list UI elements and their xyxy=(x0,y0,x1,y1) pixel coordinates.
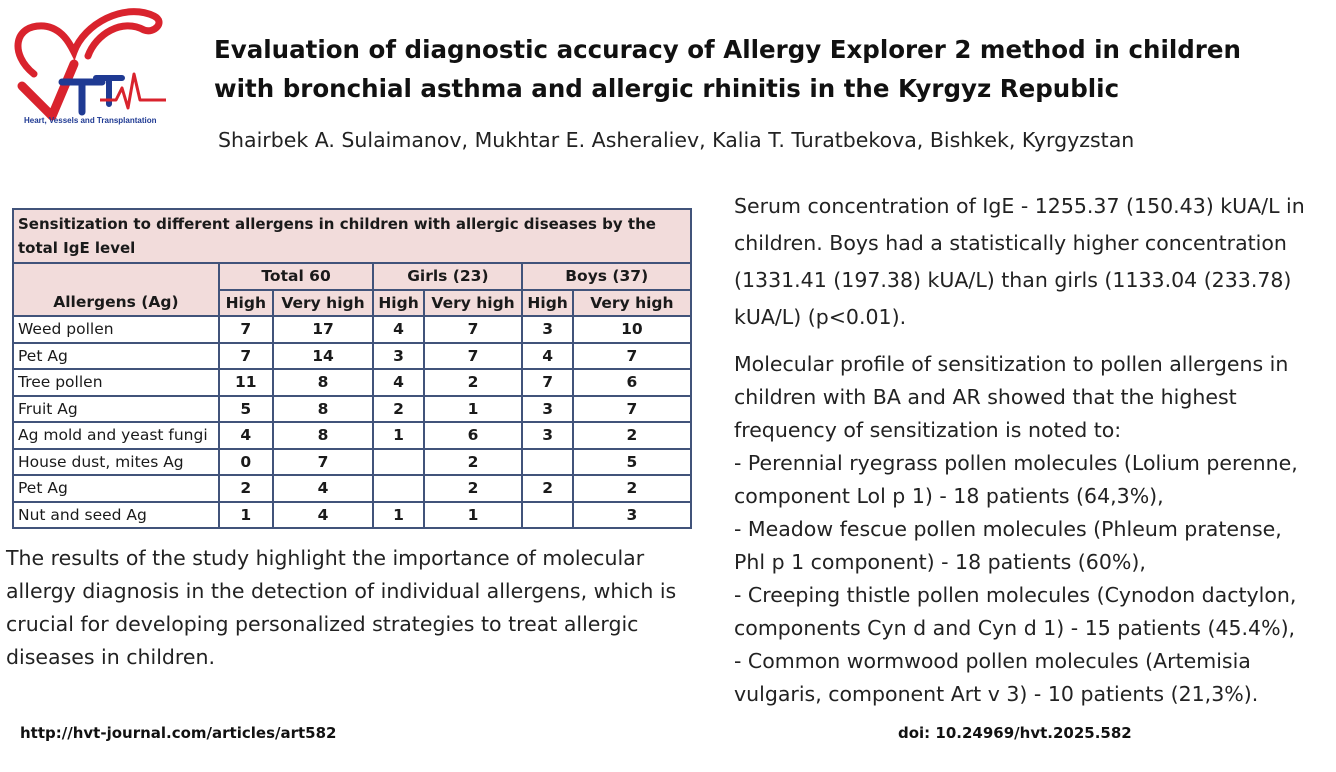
table-cell xyxy=(522,502,572,529)
logo-caption: Heart, Vessels and Transplantation xyxy=(24,116,157,125)
table-cell: 2 xyxy=(424,369,523,396)
table-cell: 7 xyxy=(424,316,523,343)
table-cell: 2 xyxy=(424,449,523,476)
title-line: with bronchial asthma and allergic rhinitis in the Kyrgyz Republic xyxy=(214,74,1120,103)
molecule-line: Phl p 1 component) - 18 patients (60%), xyxy=(734,550,1146,574)
table-cell: 17 xyxy=(273,316,374,343)
subheader: Very high xyxy=(273,290,374,317)
table-cell: 4 xyxy=(522,343,572,370)
table-cell: 5 xyxy=(219,396,273,423)
table-cell: 1 xyxy=(424,502,523,529)
subheader: Very high xyxy=(424,290,523,317)
row-header: Allergens (Ag) xyxy=(13,263,219,316)
molecule-line: - Common wormwood pollen molecules (Artemisia xyxy=(734,649,1251,673)
subheader: High xyxy=(373,290,423,317)
sensitization-table xyxy=(12,208,692,529)
table-cell: 11 xyxy=(219,369,273,396)
subheader: High xyxy=(219,290,273,317)
molecular-intro: Molecular profile of sensitization to pollen allergens in children with BA and AR showed that the highest frequency of sensitization is noted to: xyxy=(734,352,1289,442)
group-header: Total 60 xyxy=(219,263,374,290)
poster-title xyxy=(214,30,1314,108)
table-row xyxy=(13,449,691,476)
molecule-line: - Meadow fescue pollen molecules (Phleum pratense, xyxy=(734,517,1282,541)
molecule-line: components Cyn d and Cyn d 1) - 15 patients (45.4%), xyxy=(734,616,1296,640)
table-cell: 6 xyxy=(573,369,691,396)
table-cell: 4 xyxy=(373,369,423,396)
table-cell: 1 xyxy=(373,502,423,529)
table-cell: 0 xyxy=(219,449,273,476)
table-cell: 2 xyxy=(424,475,523,502)
allergen-name: Tree pollen xyxy=(13,369,219,396)
table-cell: 7 xyxy=(424,343,523,370)
journal-logo xyxy=(4,4,174,128)
table-cell: 7 xyxy=(219,343,273,370)
table-cell: 1 xyxy=(219,502,273,529)
table-cell: 3 xyxy=(573,502,691,529)
table-cell: 7 xyxy=(522,369,572,396)
table-cell: 1 xyxy=(373,422,423,449)
title-line: Evaluation of diagnostic accuracy of Allergy Explorer 2 method in children xyxy=(214,35,1241,64)
table-cell: 4 xyxy=(273,502,374,529)
table-cell: 5 xyxy=(573,449,691,476)
table-cell: 8 xyxy=(273,396,374,423)
table-cell: 2 xyxy=(373,396,423,423)
allergen-name: Ag mold and yeast fungi xyxy=(13,422,219,449)
table-row xyxy=(13,502,691,529)
molecule-line: - Perennial ryegrass pollen molecules (Lolium perenne, xyxy=(734,451,1298,475)
allergen-name: Fruit Ag xyxy=(13,396,219,423)
table-cell: 14 xyxy=(273,343,374,370)
table-row xyxy=(13,422,691,449)
table-cell: 2 xyxy=(522,475,572,502)
table-cell: 3 xyxy=(522,422,572,449)
allergen-name: Weed pollen xyxy=(13,316,219,343)
molecule-line: vulgaris, component Art v 3) - 10 patients (21,3%). xyxy=(734,682,1259,706)
group-header: Boys (37) xyxy=(522,263,691,290)
conclusion-text: The results of the study highlight the importance of molecular allergy diagnosis in the detection of individual allergens, which is crucial for developing personalized strategies to treat allergic diseases in children. xyxy=(6,546,677,669)
table-caption: Sensitization to different allergens in children with allergic diseases by the total IgE level xyxy=(13,209,691,263)
table-cell: 7 xyxy=(573,396,691,423)
table-cell: 3 xyxy=(522,316,572,343)
molecular-paragraph xyxy=(734,348,1334,711)
allergen-name: Nut and seed Ag xyxy=(13,502,219,529)
table-row xyxy=(13,396,691,423)
allergen-name: Pet Ag xyxy=(13,475,219,502)
molecule-line: component Lol p 1) - 18 patients (64,3%), xyxy=(734,484,1164,508)
table-row xyxy=(13,316,691,343)
ige-paragraph: Serum concentration of IgE - 1255.37 (150.43) kUA/L in children. Boys had a statistically higher concentration (1331.41 (197.38) kUA/L) than girls (1133.04 (233.78) kUA/L) (p<0.01). xyxy=(734,194,1305,329)
table-body xyxy=(13,316,691,528)
table-cell: 10 xyxy=(573,316,691,343)
table-cell xyxy=(373,449,423,476)
allergen-name: House dust, mites Ag xyxy=(13,449,219,476)
group-header: Girls (23) xyxy=(373,263,522,290)
table-cell: 7 xyxy=(219,316,273,343)
heart-vessels-logo-icon xyxy=(4,4,174,128)
table-cell xyxy=(373,475,423,502)
doi-text: doi: 10.24969/hvt.2025.582 xyxy=(898,724,1132,742)
table-cell: 8 xyxy=(273,422,374,449)
table-cell: 7 xyxy=(573,343,691,370)
table-cell: 4 xyxy=(219,422,273,449)
allergen-name: Pet Ag xyxy=(13,343,219,370)
table-row xyxy=(13,369,691,396)
subheader: Very high xyxy=(573,290,691,317)
table-cell: 2 xyxy=(573,422,691,449)
authors-line: Shairbek A. Sulaimanov, Mukhtar E. Asheraliev, Kalia T. Turatbekova, Bishkek, Kyrgyzstan xyxy=(218,128,1135,152)
table-row xyxy=(13,475,691,502)
table-row xyxy=(13,343,691,370)
table-cell: 1 xyxy=(424,396,523,423)
table-cell: 4 xyxy=(273,475,374,502)
table-cell: 3 xyxy=(522,396,572,423)
results-column xyxy=(734,188,1334,711)
table-cell: 7 xyxy=(273,449,374,476)
table-cell: 2 xyxy=(219,475,273,502)
molecule-line: - Creeping thistle pollen molecules (Cynodon dactylon, xyxy=(734,583,1297,607)
subheader: High xyxy=(522,290,572,317)
table-cell: 6 xyxy=(424,422,523,449)
table-cell: 4 xyxy=(373,316,423,343)
table-cell: 3 xyxy=(373,343,423,370)
table-cell xyxy=(522,449,572,476)
table-cell: 8 xyxy=(273,369,374,396)
table-cell: 2 xyxy=(573,475,691,502)
article-url-link[interactable]: http://hvt-journal.com/articles/art582 xyxy=(20,724,337,742)
